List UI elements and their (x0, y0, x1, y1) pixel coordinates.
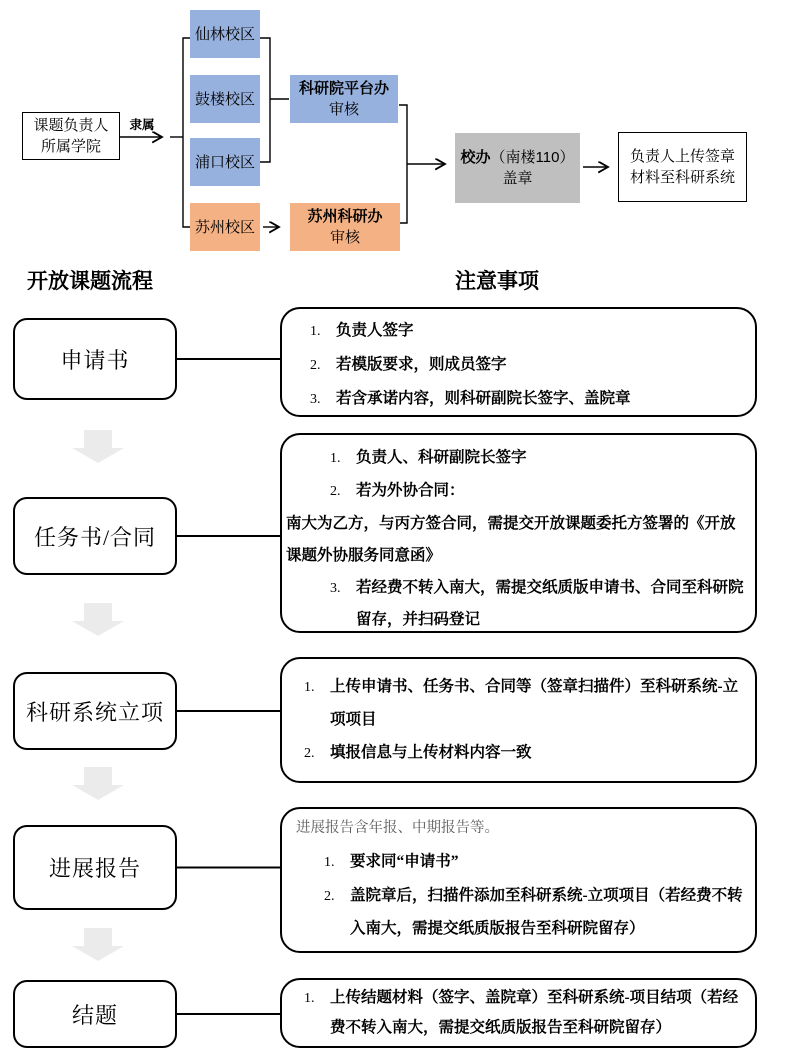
step-label: 进展报告 (48, 856, 141, 881)
note-item-number: 2. (324, 889, 335, 904)
note-item (282, 475, 755, 508)
note-item-text: 上传申请书、任务书、合同等（签章扫描件）至科研系统-立项项目 (330, 678, 739, 728)
merge-bracket-offices (399, 105, 407, 223)
school-office-line2: 盖章 (502, 170, 533, 187)
platform-office-title: 科研院平台办 (298, 80, 389, 97)
note-item-number: 3. (330, 581, 341, 596)
campus-label: 苏州校区 (194, 218, 255, 236)
note-item (282, 572, 755, 633)
down-arrow-icon (72, 430, 124, 463)
note-item-number: 3. (310, 392, 321, 407)
campus-box-pukou (190, 138, 260, 186)
step-label: 任务书/合同 (33, 524, 157, 550)
note-item (282, 983, 755, 1043)
source-line2: 所属学院 (40, 138, 101, 155)
note-item-text: 负责人、科研副院长签字 (356, 449, 527, 466)
down-arrow-icon (72, 928, 124, 961)
step-box (13, 318, 177, 400)
suzhou-office-box (290, 203, 400, 251)
down-arrow-icon (72, 767, 124, 800)
note-item (282, 314, 755, 348)
step-box (13, 672, 177, 750)
step-box (13, 980, 177, 1048)
upload-line1: 负责人上传签章 (629, 148, 735, 165)
note-box (280, 657, 757, 783)
down-arrow-icon (72, 603, 124, 636)
note-item-text: 盖院章后，扫描件添加至科研系统-立项项目（若经费不转入南大，需提交纸质版报告至科研院留存） (350, 887, 743, 937)
campus-box-gulou (190, 75, 260, 123)
school-office-box (455, 133, 580, 203)
note-intro-text: 进展报告含年报、中期报告等。 (296, 820, 499, 836)
suzhou-office-subtitle: 审核 (329, 229, 360, 246)
merge-bracket-campuses (260, 38, 270, 162)
campus-label: 仙林校区 (194, 25, 255, 43)
header-notes: 注意事项 (455, 269, 539, 293)
school-office-name: 校办 (460, 149, 491, 166)
upload-line2: 材料至科研系统 (629, 169, 735, 186)
note-item-text: 填报信息与上传材料内容一致 (330, 744, 532, 761)
step-label: 科研系统立项 (25, 699, 164, 725)
note-item-text: 若含承诺内容，则科研副院长签字、盖院章 (336, 390, 631, 407)
note-item-number: 2. (304, 746, 315, 761)
step-note-connectors (177, 359, 284, 1014)
step-label: 申请书 (60, 347, 130, 373)
source-line1: 课题负责人 (33, 117, 109, 134)
note-box (280, 307, 757, 417)
note-item-number: 1. (304, 991, 315, 1006)
edge-label: 隶属 (129, 118, 155, 132)
note-item (282, 670, 755, 736)
note-item-text: 要求同“申请书” (350, 853, 459, 870)
source-box (22, 112, 120, 160)
step-box (13, 825, 177, 910)
school-office-line1 (461, 147, 575, 168)
campus-label: 鼓楼校区 (194, 90, 255, 108)
campus-box-xianlin (190, 10, 260, 58)
note-item-number: 1. (324, 855, 335, 870)
school-office-room: （南楼110） (490, 149, 575, 166)
note-item (282, 879, 755, 945)
note-item-text: 若为外协合同： (356, 482, 465, 499)
note-item-text: 负责人签字 (336, 322, 414, 339)
step-label: 结题 (71, 1002, 118, 1028)
note-item-text: 若经费不转入南大，需提交纸质版申请书、合同至科研院留存，并扫码登记 (356, 579, 744, 628)
branch-bracket-left (183, 38, 190, 227)
note-item (282, 736, 755, 770)
note-box (280, 433, 757, 633)
campus-box-suzhou (190, 203, 260, 251)
platform-office-box (290, 75, 398, 123)
upload-box (618, 132, 747, 202)
note-item (282, 442, 755, 475)
suzhou-office-title: 苏州科研办 (307, 208, 383, 225)
header-process: 开放课题流程 (27, 269, 153, 293)
campus-label: 浦口校区 (194, 153, 255, 171)
step-box (13, 497, 177, 575)
note-item-number: 2. (330, 484, 341, 499)
note-item-number: 1. (304, 680, 315, 695)
note-item (282, 845, 755, 879)
platform-office-subtitle: 审核 (328, 101, 359, 118)
note-box (280, 978, 757, 1048)
note-item (282, 382, 755, 416)
note-item-text: 上传结题材料（签字、盖院章）至科研系统-项目结项（若经费不转入南大，需提交纸质版报告至科研院留存） (330, 989, 739, 1036)
note-continuation-text: 南大为乙方，与丙方签合同，需提交开放课题委托方签署的《开放课题外协服务同意函》 (286, 515, 736, 564)
note-item (282, 348, 755, 382)
note-box (280, 807, 757, 953)
note-item-text: 若模版要求，则成员签字 (336, 356, 507, 373)
note-item-number: 2. (310, 358, 321, 373)
note-item-number: 1. (330, 451, 341, 466)
note-item-number: 1. (310, 324, 321, 339)
